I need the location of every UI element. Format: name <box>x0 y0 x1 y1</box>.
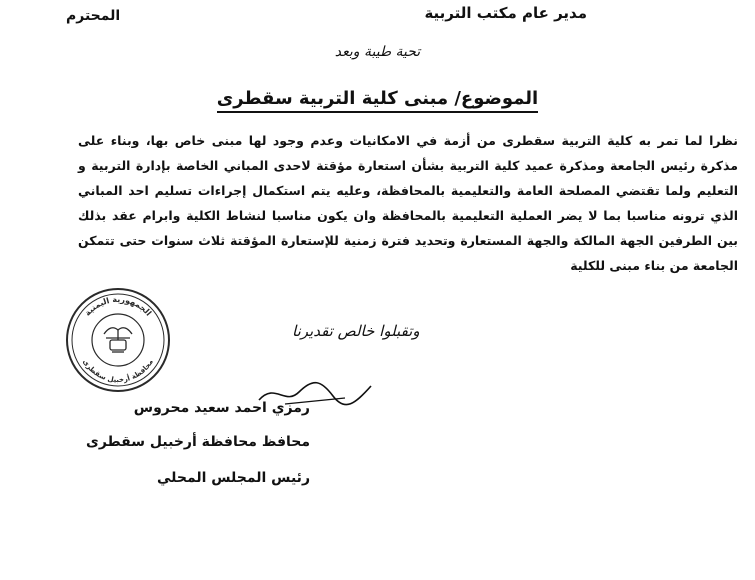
subject-text: الموضوع/ مبنى كلية التربية سقطرى <box>217 88 538 113</box>
stamp-top-text: الجمهورية اليمنية <box>82 294 154 318</box>
closing-line: وتقبلوا خالص تقديرنا <box>292 322 420 340</box>
signatory-name: رمزي احمد سعيد محروس <box>133 400 310 416</box>
addressee: مدير عام مكتب التربية <box>424 4 587 22</box>
eagle-emblem-icon <box>104 328 132 352</box>
signatory-role: رئيس المجلس المحلي <box>156 470 310 486</box>
signatory-title: محافظ محافظة أرخبيل سقطرى <box>86 434 310 450</box>
official-stamp-seal <box>64 286 172 394</box>
svg-text:محافظة أرخبيل سقطرى <box>81 358 155 384</box>
greeting: تحية طيبة وبعد <box>334 44 421 60</box>
body-paragraph: نظرا لما تمر به كلية التربية سقطرى من أزمة في الامكانيات وعدم وجود لها مبنى خاص بها، وبناء على مذكرة رئيس الجامعة ومذكرة عميد كلية التربية بشأن استعارة مؤقتة لاحدى المباني الخاصة بإدارة التربية و التعليم ولما تقتضي المصلحة العامة والتعليمية بالمحافظة، وعليه يتم استكمال إجراءات تسليم احد المباني الذي ترونه مناسبا بما لا يضر العملية التعليمية بالمحافظة وان يكون مناسبا لنشاط الكلية وابرام عقد بذلك بين الطرفين الجهة المالكة والجهة المستعارة وتحديد فترة زمنية للإستعارة المؤقتة ثلاث سنوات حتى تتمكن الجامعة من بناء مبنى للكلية <box>78 133 738 273</box>
honorific: المحترم <box>66 8 121 24</box>
subject-line <box>0 88 755 109</box>
stamp-bottom-text: محافظة أرخبيل سقطرى <box>81 357 155 385</box>
